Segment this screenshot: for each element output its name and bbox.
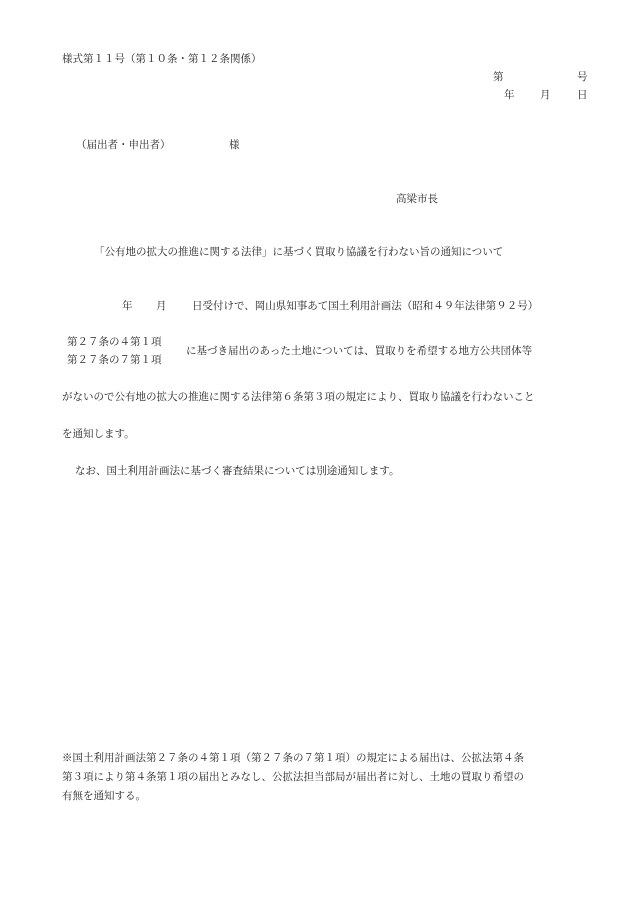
form-id: 様式第１１号（第１０条・第１２条関係） [62,53,262,65]
footnote-line3: 有無を通知する。 [62,790,146,802]
body-year: 年 [122,300,133,312]
body-month: 月 [156,300,167,312]
footnote-line1: ※国土利用計画法第２７条の４第１項（第２７条の７第１項）の規定による届出は、公拡法第４条 [62,752,524,764]
document-title: 「公有地の拡大の推進に関する法律」に基づく買取り協議を行わない旨の通知について [94,246,504,258]
number-go: 号 [577,71,588,83]
number-dai: 第 [493,71,504,83]
date-day: 日 [577,89,588,101]
footnote-line2: 第３項により第４条第１項の届出とみなし、公拡法担当部局が届出者に対し、土地の買取り希望の [62,771,524,783]
addressee-label: （届出者・申出者） [76,139,171,151]
body-line5: なお、国土利用計画法に基づく審査結果については別途通知します。 [75,465,400,477]
date-year: 年 [504,89,515,101]
body-option-2: 第２７条の７第１項 [67,354,162,366]
body-line1: 日受付けで、岡山県知事あて国土利用計画法（昭和４９年法律第９２号） [192,300,539,312]
addressee-sama: 様 [229,139,240,151]
body-line3: がないので公有地の拡大の推進に関する法律第６条第３項の規定により、買取り協議を行わないこと [62,391,535,403]
body-option-1: 第２７条の４第１項 [67,336,162,348]
date-month: 月 [540,89,551,101]
sender-name: 高梁市長 [396,193,438,205]
body-line2: に基づき届出のあった土地については、買取りを希望する地方公共団体等 [186,345,533,357]
body-line4: を通知します。 [62,428,135,440]
